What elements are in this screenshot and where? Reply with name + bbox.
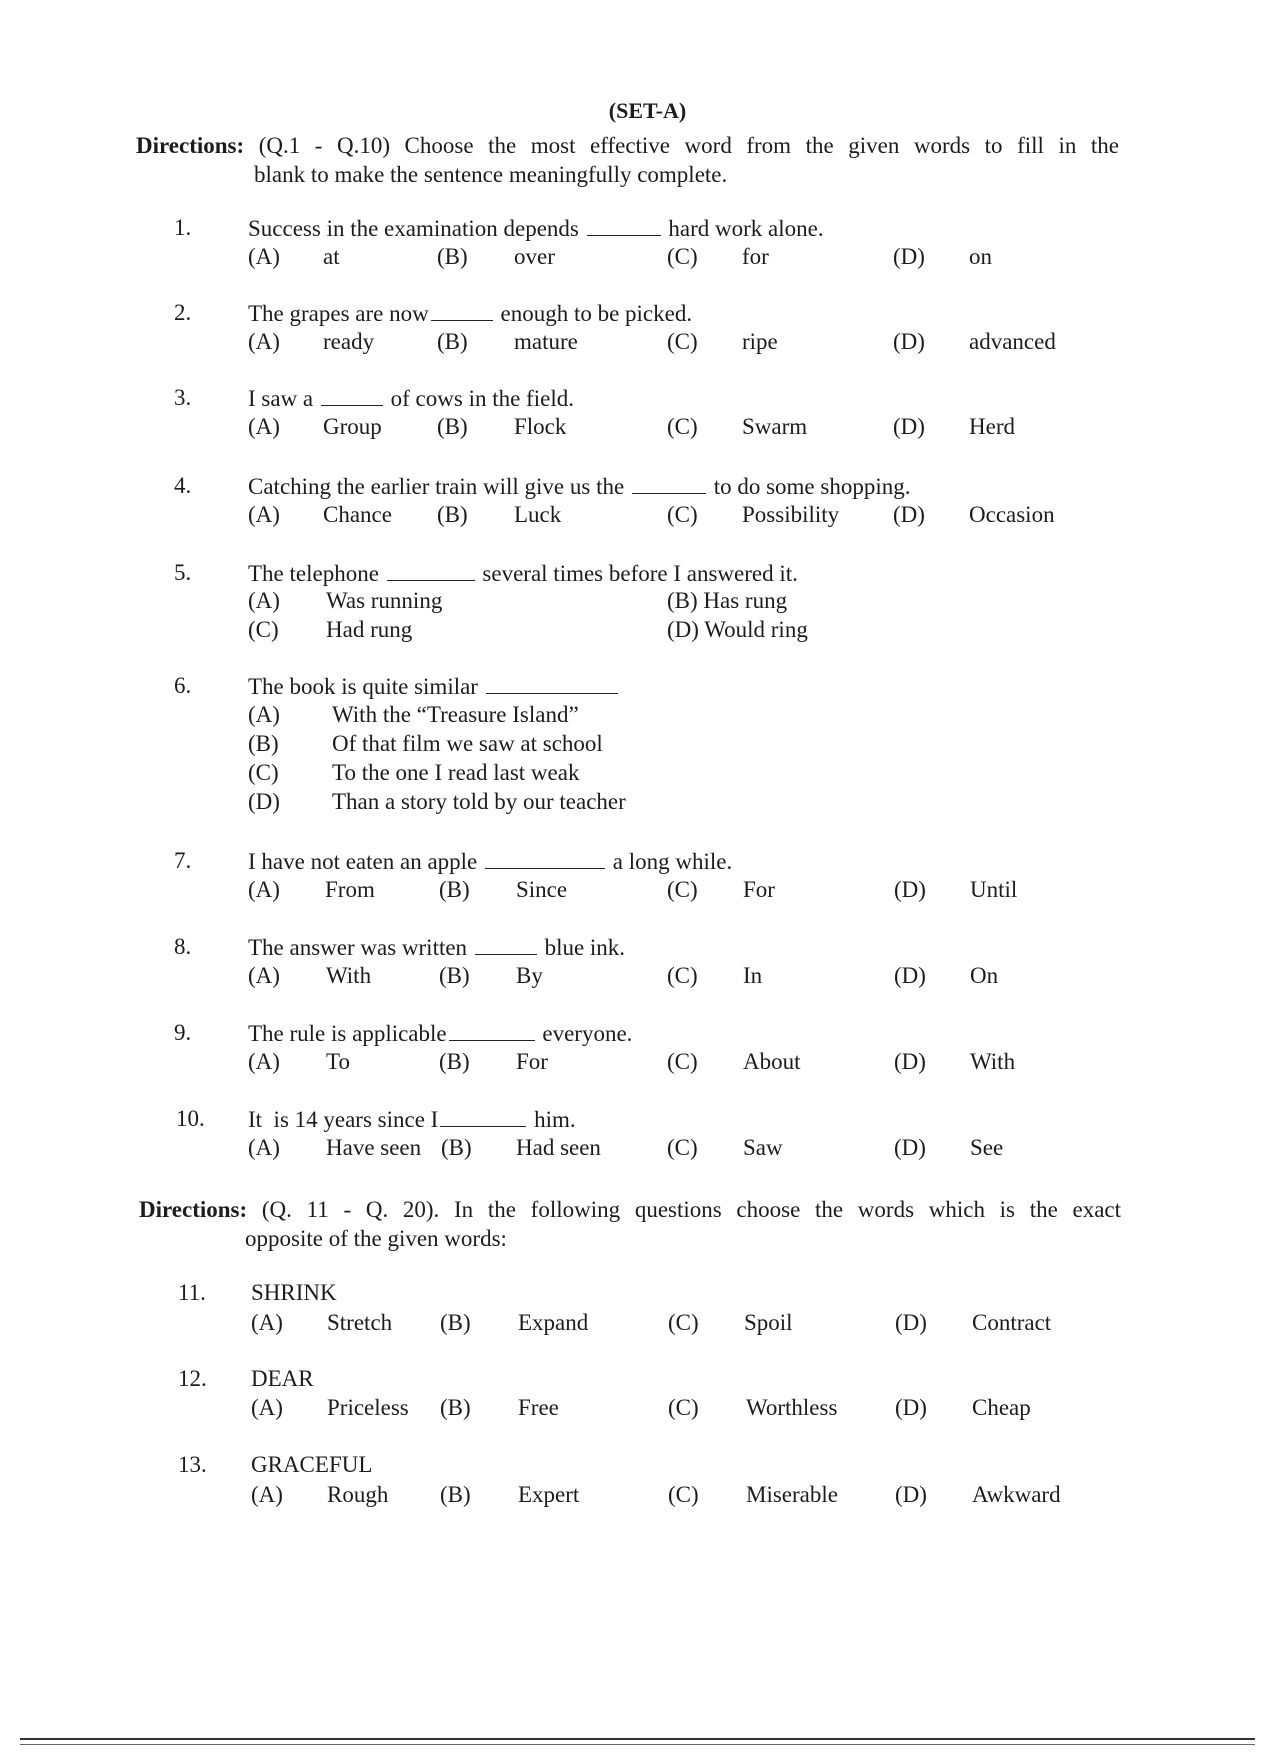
bottom-rule-thin [20, 1744, 1255, 1745]
stem-text-before: Success in the examination depends [248, 216, 579, 241]
option-text: Saw [743, 1135, 783, 1160]
option-label: (B) [437, 329, 468, 354]
option-label: (A) [251, 1482, 283, 1507]
option-label: (C) [668, 1482, 699, 1507]
question-stem: SHRINK [251, 1280, 337, 1305]
option-label: (C) [248, 617, 279, 642]
question-number: 8. [174, 934, 192, 959]
question-number: 6. [174, 673, 192, 698]
option-text: With the “Treasure Island” [332, 702, 579, 727]
options-row [0, 617, 1275, 645]
option-label: (A) [248, 588, 280, 613]
stem-text-after: to do some shopping. [713, 474, 911, 499]
option-text: Occasion [969, 502, 1055, 527]
option-text: Expert [518, 1482, 580, 1507]
answer-blank [321, 385, 383, 406]
question-number: 10. [176, 1106, 205, 1131]
option-text: at [323, 244, 340, 269]
option-label: (A) [251, 1310, 283, 1335]
option-text: Had rung [326, 617, 413, 642]
options-row [0, 588, 1275, 616]
option-text: Was running [326, 588, 443, 613]
option-text: ripe [742, 329, 778, 354]
option-text: on [969, 244, 992, 269]
directions-2-text2: opposite of the given words: [245, 1226, 507, 1251]
option-label: (C) [667, 1135, 698, 1160]
answer-blank [431, 300, 493, 321]
option-text: Than a story told by our teacher [332, 789, 626, 814]
option-text: To the one I read last weak [332, 760, 580, 785]
option-text: With [970, 1049, 1016, 1074]
stem-text-before: Catching the earlier train will give us the [248, 474, 625, 499]
question-stem [248, 473, 910, 500]
stem-text-after: a long while. [612, 849, 733, 874]
options-row [0, 1482, 1275, 1510]
option-label: (B) [248, 731, 279, 756]
answer-blank [440, 1106, 526, 1127]
option-text: Free [518, 1395, 559, 1420]
option-label: (C) [667, 329, 698, 354]
option-label: (D) [894, 877, 926, 902]
question-stem [248, 385, 574, 412]
option-text: Contract [972, 1310, 1052, 1335]
options-row [0, 760, 1275, 788]
option-label: (D) [248, 789, 280, 814]
directions-1-text2: blank to make the sentence meaningfully complete. [254, 162, 728, 187]
question-stem [248, 300, 692, 327]
question-stem [248, 934, 625, 961]
option-text: Spoil [744, 1310, 793, 1335]
options-row [0, 329, 1275, 357]
question-number: 13. [178, 1452, 207, 1477]
directions-1-label: Directions: [136, 133, 245, 158]
stem-text-before: The telephone [248, 561, 379, 586]
option-text: With [326, 963, 372, 988]
option-label: (A) [248, 702, 280, 727]
option-text: Expand [518, 1310, 589, 1335]
option-text: See [970, 1135, 1004, 1160]
options-row [0, 1135, 1275, 1163]
option-text: Until [970, 877, 1018, 902]
option-text: Of that film we saw at school [332, 731, 603, 756]
stem-text-before: The book is quite similar [248, 674, 478, 699]
option-label: (C) [667, 877, 698, 902]
option-label: (B) [437, 244, 468, 269]
option-label: (B) [437, 502, 468, 527]
option-label: (C) [248, 760, 279, 785]
option-label: (C) [667, 244, 698, 269]
stem-text-before: I have not eaten an apple [248, 849, 478, 874]
option-label: (B) [440, 1310, 471, 1335]
option-label: (A) [248, 244, 280, 269]
question-number: 7. [174, 848, 192, 873]
bottom-rule [20, 1738, 1255, 1740]
stem-text-after: him. [534, 1107, 576, 1132]
option-text: About [743, 1049, 801, 1074]
option-text: Flock [514, 414, 567, 439]
option-text: Cheap [972, 1395, 1031, 1420]
option-text: Have seen [326, 1135, 422, 1160]
option-label: (D) [893, 329, 925, 354]
directions-2-label: Directions: [139, 1197, 248, 1222]
option-text: By [516, 963, 543, 988]
option-label: (C) [668, 1395, 699, 1420]
question-number: 1. [174, 215, 192, 240]
option-text: To [326, 1049, 350, 1074]
stem-text-after: of cows in the field. [390, 386, 574, 411]
question-number: 2. [174, 300, 192, 325]
question-number: 3. [174, 385, 192, 410]
answer-blank [587, 215, 661, 236]
option-label: (A) [248, 963, 280, 988]
stem-text-after: several times before I answered it. [482, 561, 798, 586]
stem-text-before: I saw a [248, 386, 314, 411]
question-stem: GRACEFUL [251, 1452, 373, 1477]
option-label: (D) [894, 1049, 926, 1074]
directions-1-line1 [136, 131, 1119, 160]
options-row [0, 1310, 1275, 1338]
question-stem [248, 215, 824, 242]
option-label: (A) [248, 329, 280, 354]
option-text: Swarm [742, 414, 808, 439]
option-label: (D) [893, 414, 925, 439]
options-row [0, 244, 1275, 272]
question-stem [248, 560, 798, 587]
options-row [0, 789, 1275, 817]
set-title: (SET-A) [608, 98, 687, 123]
answer-blank [475, 934, 537, 955]
directions-1 [136, 131, 1119, 189]
option-text: Miserable [746, 1482, 838, 1507]
stem-text-after: blue ink. [544, 935, 626, 960]
question-number: 4. [174, 473, 192, 498]
option-text: From [325, 877, 375, 902]
option-text: Possibility [742, 502, 840, 527]
question-number: 5. [174, 560, 192, 585]
option-label: (A) [248, 502, 280, 527]
options-row [0, 414, 1275, 442]
answer-blank [632, 473, 706, 494]
option-label: (C) [667, 502, 698, 527]
options-row [0, 1049, 1275, 1077]
option-text: mature [514, 329, 578, 354]
question-number: 11. [178, 1280, 206, 1305]
options-row [0, 502, 1275, 530]
option-text: ready [323, 329, 375, 354]
option-label: (D) [893, 502, 925, 527]
directions-2 [139, 1195, 1121, 1253]
option-text: (B) Has rung [667, 588, 788, 613]
option-label: (A) [248, 1135, 280, 1160]
question-stem [248, 673, 620, 700]
option-text: Priceless [327, 1395, 409, 1420]
option-label: (C) [667, 1049, 698, 1074]
option-text: Awkward [972, 1482, 1061, 1507]
question-stem [248, 848, 732, 875]
question-number: 12. [178, 1366, 207, 1391]
options-row [0, 877, 1275, 905]
option-text: Luck [514, 502, 562, 527]
option-label: (B) [439, 963, 470, 988]
option-text: Rough [327, 1482, 389, 1507]
answer-blank [449, 1020, 535, 1041]
answer-blank [485, 848, 605, 869]
option-text: For [516, 1049, 548, 1074]
option-text: Since [516, 877, 568, 902]
option-text: Worthless [746, 1395, 838, 1420]
directions-1-text1: (Q.1 - Q.10) Choose the most effective word from the given words to fill in the [258, 133, 1119, 158]
answer-blank [486, 673, 618, 694]
stem-text-before: The grapes are now [248, 301, 429, 326]
option-label: (C) [667, 414, 698, 439]
question-stem [248, 1106, 576, 1133]
option-label: (C) [668, 1310, 699, 1335]
option-text: Herd [969, 414, 1015, 439]
option-text: Chance [323, 502, 392, 527]
option-label: (A) [248, 414, 280, 439]
option-label: (B) [439, 1049, 470, 1074]
option-label: (D) [895, 1395, 927, 1420]
option-text: over [514, 244, 555, 269]
stem-text-before: The answer was written [248, 935, 468, 960]
option-text: advanced [969, 329, 1056, 354]
options-row [0, 702, 1275, 730]
answer-blank [387, 560, 475, 581]
stem-text-after: enough to be picked. [500, 301, 693, 326]
option-label: (C) [667, 963, 698, 988]
option-text: (D) Would ring [667, 617, 808, 642]
option-text: Group [323, 414, 382, 439]
option-label: (B) [440, 1395, 471, 1420]
question-stem [248, 1020, 632, 1047]
option-label: (D) [895, 1482, 927, 1507]
option-text: Had seen [516, 1135, 601, 1160]
option-label: (A) [248, 877, 280, 902]
question-stem: DEAR [251, 1366, 314, 1391]
question-number: 9. [174, 1020, 192, 1045]
option-text: On [970, 963, 999, 988]
option-label: (D) [894, 963, 926, 988]
option-label: (D) [893, 244, 925, 269]
option-label: (D) [895, 1310, 927, 1335]
option-text: Stretch [327, 1310, 393, 1335]
option-text: For [743, 877, 775, 902]
stem-text-after: hard work alone. [668, 216, 824, 241]
option-label: (A) [251, 1395, 283, 1420]
options-row [0, 731, 1275, 759]
option-text: for [742, 244, 769, 269]
stem-text-before: The rule is applicable [248, 1021, 447, 1046]
option-text: In [743, 963, 763, 988]
stem-text-after: everyone. [542, 1021, 633, 1046]
option-label: (B) [441, 1135, 472, 1160]
option-label: (D) [894, 1135, 926, 1160]
option-label: (B) [439, 877, 470, 902]
option-label: (A) [248, 1049, 280, 1074]
option-label: (B) [440, 1482, 471, 1507]
options-row [0, 1395, 1275, 1423]
option-label: (B) [437, 414, 468, 439]
directions-2-text1: (Q. 11 - Q. 20). In the following questions choose the words which is the exact [261, 1197, 1122, 1222]
stem-text-before: It is 14 years since I [248, 1107, 439, 1132]
options-row [0, 963, 1275, 991]
directions-2-line1 [139, 1195, 1121, 1224]
